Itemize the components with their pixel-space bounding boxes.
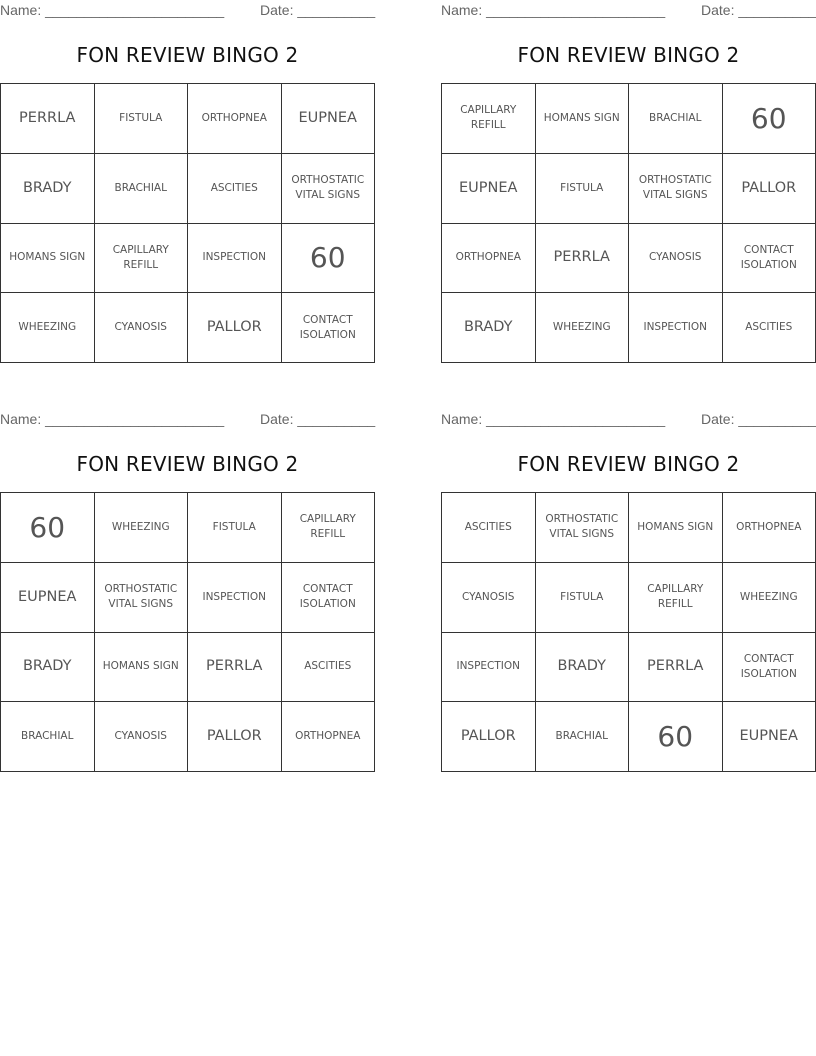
card-header bbox=[0, 0, 375, 22]
bingo-cell: ORTHOPNEA bbox=[282, 702, 376, 772]
date-field-label: Date: __________ bbox=[260, 411, 376, 427]
bingo-cell: ORTHOSTATIC VITAL SIGNS bbox=[95, 563, 189, 633]
bingo-cell: CONTACT ISOLATION bbox=[282, 563, 376, 633]
bingo-cell: CONTACT ISOLATION bbox=[723, 633, 816, 703]
bingo-cell: CYANOSIS bbox=[95, 702, 189, 772]
name-field-label: Name: _______________________ bbox=[441, 411, 666, 427]
bingo-cell: ORTHOPNEA bbox=[188, 84, 282, 154]
card-header bbox=[0, 409, 375, 431]
bingo-grid bbox=[0, 83, 375, 363]
bingo-cell: BRACHIAL bbox=[536, 702, 630, 772]
bingo-cell: EUPNEA bbox=[723, 702, 816, 772]
bingo-cell: INSPECTION bbox=[629, 293, 723, 363]
bingo-cell: ASCITIES bbox=[282, 633, 376, 703]
bingo-card bbox=[441, 409, 816, 754]
bingo-cell: HOMANS SIGN bbox=[95, 633, 189, 703]
bingo-cell: ORTHOSTATIC VITAL SIGNS bbox=[536, 493, 630, 563]
bingo-cell: CONTACT ISOLATION bbox=[282, 293, 376, 363]
bingo-cell: ORTHOSTATIC VITAL SIGNS bbox=[629, 154, 723, 224]
bingo-cell: PERRLA bbox=[188, 633, 282, 703]
bingo-cell: FISTULA bbox=[536, 563, 630, 633]
bingo-card bbox=[0, 409, 376, 745]
bingo-cell: HOMANS SIGN bbox=[536, 84, 630, 154]
bingo-card bbox=[0, 0, 376, 341]
bingo-cell: 60 bbox=[1, 493, 95, 563]
date-field-label: Date: __________ bbox=[701, 411, 816, 427]
bingo-cell: ORTHOSTATIC VITAL SIGNS bbox=[282, 154, 376, 224]
bingo-cell: 60 bbox=[629, 702, 723, 772]
bingo-cell: INSPECTION bbox=[442, 633, 536, 703]
bingo-cell: PALLOR bbox=[188, 702, 282, 772]
date-field-label: Date: __________ bbox=[260, 2, 376, 18]
bingo-cell: CONTACT ISOLATION bbox=[723, 224, 816, 294]
name-field-label: Name: _______________________ bbox=[441, 2, 666, 18]
bingo-grid bbox=[0, 492, 375, 772]
bingo-cell: INSPECTION bbox=[188, 224, 282, 294]
bingo-grid bbox=[441, 492, 816, 772]
bingo-cell: CAPILLARY REFILL bbox=[95, 224, 189, 294]
bingo-card bbox=[441, 0, 816, 336]
bingo-cell: 60 bbox=[282, 224, 376, 294]
bingo-cell: HOMANS SIGN bbox=[629, 493, 723, 563]
bingo-cell: CAPILLARY REFILL bbox=[282, 493, 376, 563]
bingo-cell: BRACHIAL bbox=[1, 702, 95, 772]
bingo-cell: 60 bbox=[723, 84, 816, 154]
bingo-cell: PERRLA bbox=[1, 84, 95, 154]
bingo-cell: EUPNEA bbox=[1, 563, 95, 633]
bingo-grid bbox=[441, 83, 816, 363]
bingo-cell: CAPILLARY REFILL bbox=[629, 563, 723, 633]
card-title: FON REVIEW BINGO 2 bbox=[517, 43, 740, 67]
bingo-cell: WHEEZING bbox=[95, 493, 189, 563]
card-title: FON REVIEW BINGO 2 bbox=[76, 452, 299, 476]
card-title: FON REVIEW BINGO 2 bbox=[517, 452, 740, 476]
bingo-cell: BRACHIAL bbox=[629, 84, 723, 154]
bingo-cell: CYANOSIS bbox=[442, 563, 536, 633]
bingo-cell: PALLOR bbox=[442, 702, 536, 772]
bingo-cell: PERRLA bbox=[629, 633, 723, 703]
bingo-cell: ORTHOPNEA bbox=[723, 493, 816, 563]
bingo-cell: WHEEZING bbox=[536, 293, 630, 363]
card-header bbox=[441, 409, 816, 431]
bingo-cell: CYANOSIS bbox=[629, 224, 723, 294]
bingo-cell: FISTULA bbox=[188, 493, 282, 563]
date-field-label: Date: __________ bbox=[701, 2, 816, 18]
bingo-cell: BRADY bbox=[1, 154, 95, 224]
bingo-cell: ASCITIES bbox=[442, 493, 536, 563]
card-title: FON REVIEW BINGO 2 bbox=[76, 43, 299, 67]
bingo-cell: BRADY bbox=[1, 633, 95, 703]
bingo-cell: EUPNEA bbox=[442, 154, 536, 224]
bingo-cell: CYANOSIS bbox=[95, 293, 189, 363]
bingo-cell: BRACHIAL bbox=[95, 154, 189, 224]
bingo-cell: PALLOR bbox=[188, 293, 282, 363]
bingo-cell: ASCITIES bbox=[188, 154, 282, 224]
bingo-cell: PALLOR bbox=[723, 154, 816, 224]
bingo-cell: BRADY bbox=[536, 633, 630, 703]
bingo-cell: HOMANS SIGN bbox=[1, 224, 95, 294]
name-field-label: Name: _______________________ bbox=[0, 411, 225, 427]
name-field-label: Name: _______________________ bbox=[0, 2, 225, 18]
bingo-cell: FISTULA bbox=[95, 84, 189, 154]
bingo-cell: BRADY bbox=[442, 293, 536, 363]
bingo-cell: FISTULA bbox=[536, 154, 630, 224]
bingo-cell: ASCITIES bbox=[723, 293, 816, 363]
bingo-cell: WHEEZING bbox=[723, 563, 816, 633]
bingo-cell: EUPNEA bbox=[282, 84, 376, 154]
bingo-cell: CAPILLARY REFILL bbox=[442, 84, 536, 154]
card-header bbox=[441, 0, 816, 22]
bingo-cell: INSPECTION bbox=[188, 563, 282, 633]
bingo-cell: PERRLA bbox=[536, 224, 630, 294]
bingo-cell: WHEEZING bbox=[1, 293, 95, 363]
bingo-cell: ORTHOPNEA bbox=[442, 224, 536, 294]
